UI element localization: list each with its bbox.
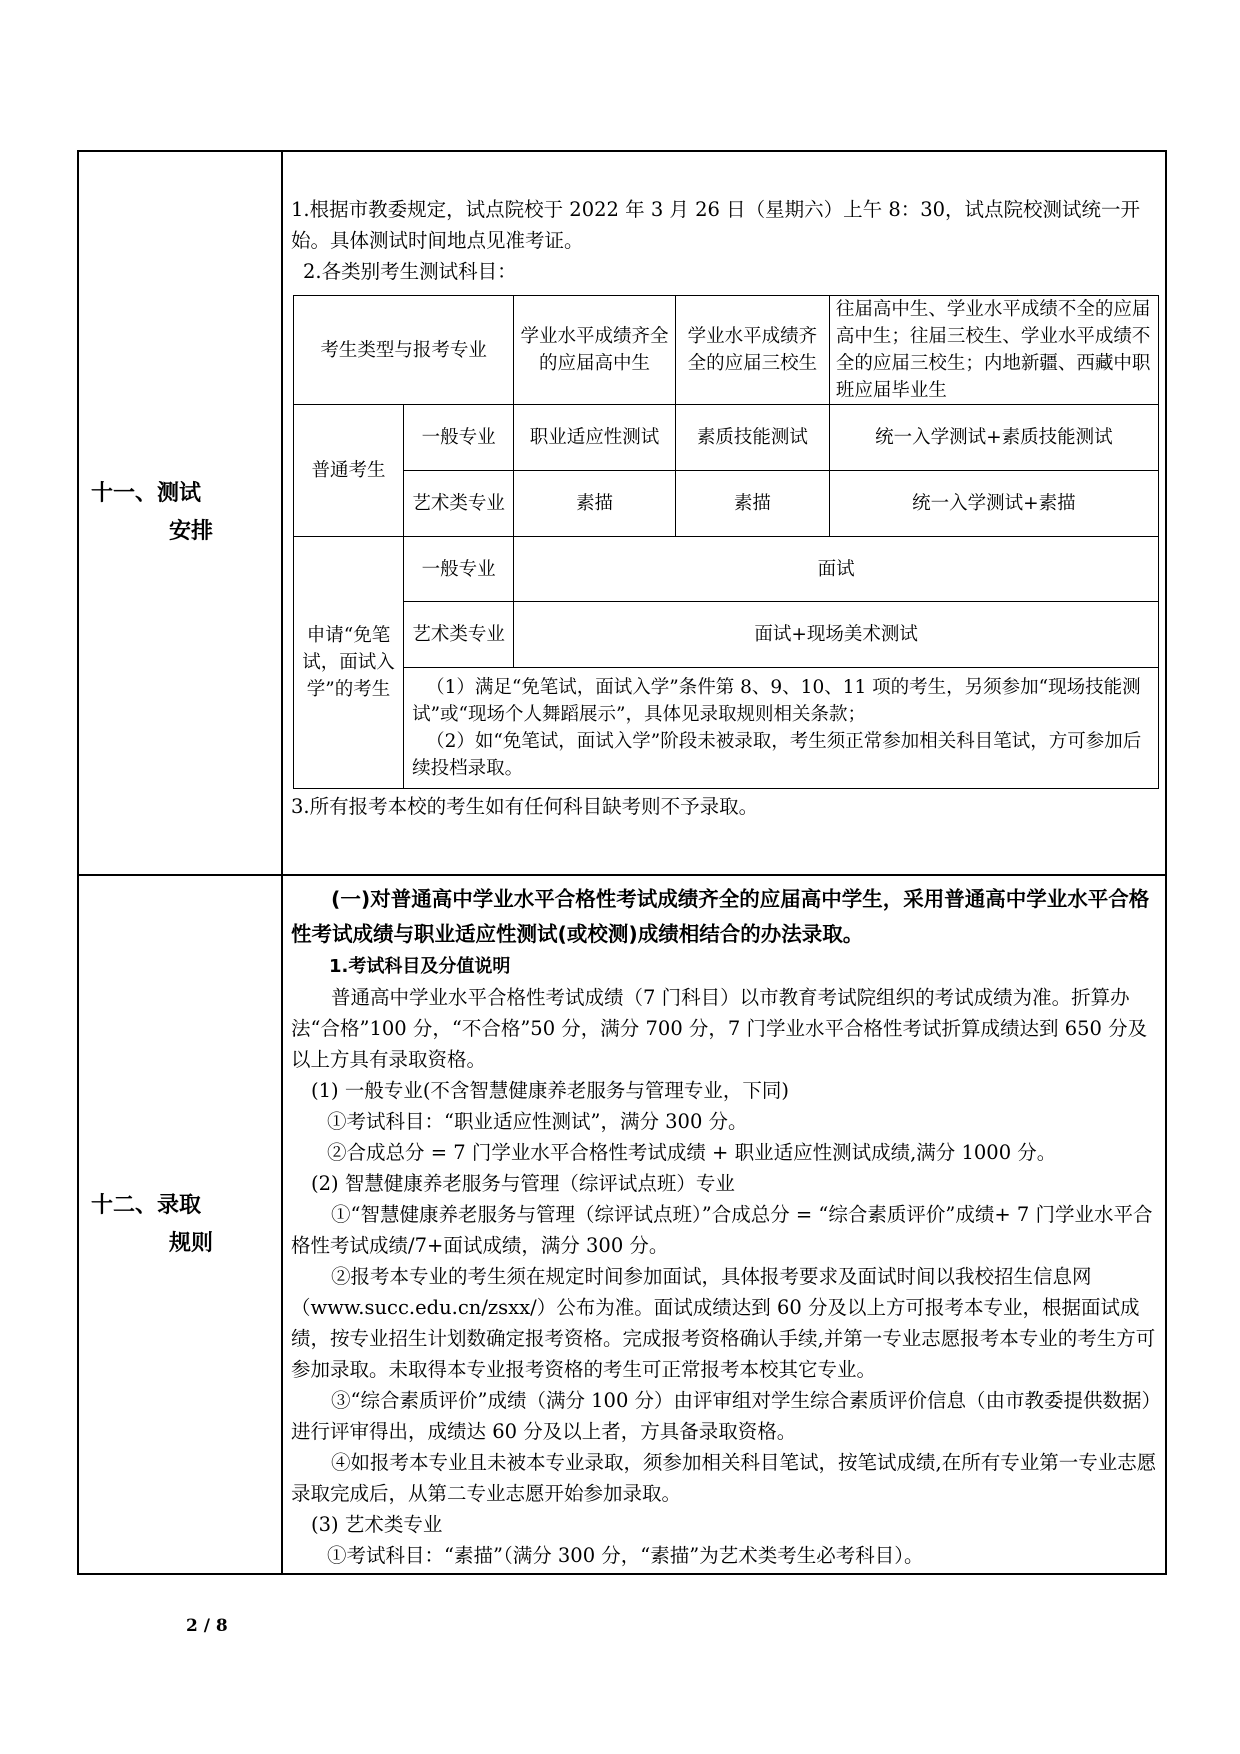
admission-principle-heading: (一)对普通高中学业水平合格性考试成绩齐全的应届高中学生，采用普通高中学业水平合格性考试成绩与职业适应性测试(或校测)成绩相结合的办法录取。 (291, 887, 1150, 946)
section-11-label-line1: 十一、测试 (91, 481, 202, 506)
paragraph: (2) 智慧健康养老服务与管理（综评试点班）专业 (311, 1172, 735, 1195)
section-11-content (282, 151, 1166, 875)
table-row (294, 471, 1159, 537)
major-art: 艺术类专业 (404, 471, 514, 537)
paragraph: (1) 一般专业(不含智慧健康养老服务与管理专业，下同) (311, 1079, 790, 1102)
section-11-label-line2: 安排 (169, 519, 214, 544)
subjects-scores-heading: 1.考试科目及分值说明 (329, 956, 511, 977)
major-general: 一般专业 (404, 405, 514, 471)
section-12-label (78, 875, 282, 1574)
paragraph: ②合成总分 = 7 门学业水平合格性考试成绩 + 职业适应性测试成绩,满分 1000 分。 (327, 1141, 1057, 1164)
cell-value: 素描 (514, 471, 676, 537)
cell-value: 面试+现场美术测试 (514, 602, 1159, 668)
table-row (294, 537, 1159, 602)
paragraph: ①考试科目：“职业适应性测试”，满分 300 分。 (327, 1110, 748, 1133)
paragraph: ②报考本专业的考生须在规定时间参加面试，具体报考要求及面试时间以我校招生信息网（www.succ.edu.cn/zsxx/）公布为准。面试成绩达到 60 分及以上方可报考本专业，根据面试成绩，按专业招生计划数确定报考资格。完成报考资格确认手续,并第一专业志愿报考本专业的考生方可参加录取。未取得本专业报考资格的考生可正常报考本校其它专业。 (291, 1265, 1156, 1381)
group-normal: 普通考生 (294, 405, 404, 537)
cell-value: 职业适应性测试 (514, 405, 676, 471)
exempt-note-2: （2）如“免笔试，面试入学”阶段未被录取，考生须正常参加相关科目笔试，方可参加后续投档录取。 (412, 731, 1142, 779)
cell-value: 统一入学测试+素质技能测试 (829, 405, 1158, 471)
exempt-note (404, 668, 1159, 789)
paragraph: ①“智慧健康养老服务与管理（综评试点班）”合成总分 = “综合素质评价”成绩+ 7 门学业水平合格性考试成绩/7+面试成绩，满分 300 分。 (291, 1203, 1153, 1257)
test-subjects-table (293, 295, 1159, 789)
table-row (294, 405, 1159, 471)
header-other-candidates: 往届高中生、学业水平成绩不全的应届高中生；往届三校生、学业水平成绩不全的应届三校生；内地新疆、西藏中职班应届毕业生 (829, 296, 1158, 405)
major-art: 艺术类专业 (404, 602, 514, 668)
header-full-score-highschool: 学业水平成绩齐全的应届高中生 (514, 296, 676, 405)
section-12-label-line2: 规则 (169, 1230, 214, 1256)
paragraph: (3) 艺术类专业 (311, 1513, 443, 1536)
test-date-paragraph: 1.根据市教委规定，试点院校于 2022 年 3 月 26 日（星期六）上午 8：30，试点院校测试统一开始。具体测试时间地点见准考证。 (291, 198, 1141, 252)
header-candidate-type: 考生类型与报考专业 (294, 296, 514, 405)
paragraph: 普通高中学业水平合格性考试成绩（7 门科目）以市教育考试院组织的考试成绩为准。折算办法“合格”100 分，“不合格”50 分，满分 700 分，7 门学业水平合格性考试折算成绩达到 650 分及以上方具有录取资格。 (291, 986, 1148, 1071)
exempt-note-1: （1）满足“免笔试，面试入学”条件第 8、9、10、11 项的考生，另须参加“现场技能测试”或“现场个人舞蹈展示”，具体见录取规则相关条款； (412, 677, 1141, 725)
cell-value: 素质技能测试 (675, 405, 829, 471)
section-12-content (282, 875, 1166, 1574)
absence-rule-paragraph: 3.所有报考本校的考生如有任何科目缺考则不予录取。 (291, 795, 759, 818)
cell-value: 面试 (514, 537, 1159, 602)
group-exempt: 申请“免笔试，面试入学”的考生 (294, 537, 404, 789)
major-general: 一般专业 (404, 537, 514, 602)
main-table (77, 150, 1167, 1575)
header-full-score-vocational: 学业水平成绩齐全的应届三校生 (675, 296, 829, 405)
page-number: 2 / 8 (186, 1616, 228, 1636)
section-11-label (78, 151, 282, 875)
paragraph: ④如报考本专业且未被本专业录取，须参加相关科目笔试，按笔试成绩,在所有专业第一专业志愿录取完成后，从第二专业志愿开始参加录取。 (291, 1451, 1157, 1505)
cell-value: 素描 (675, 471, 829, 537)
section-12-label-line1: 十二、录取 (91, 1192, 202, 1218)
table-row (294, 602, 1159, 668)
subjects-header-row (294, 296, 1159, 405)
section-12-row (78, 875, 1166, 1574)
paragraph: ①考试科目：“素描”（满分 300 分，“素描”为艺术类考生必考科目）。 (327, 1544, 924, 1567)
paragraph: ③“综合素质评价”成绩（满分 100 分）由评审组对学生综合素质评价信息（由市教委提供数据）进行评审得出，成绩达 60 分及以上者，方具备录取资格。 (291, 1389, 1152, 1443)
cell-value: 统一入学测试+素描 (829, 471, 1158, 537)
table-row (294, 668, 1159, 789)
section-11-row (78, 151, 1166, 875)
subjects-heading: 2.各类别考生测试科目： (303, 260, 517, 283)
